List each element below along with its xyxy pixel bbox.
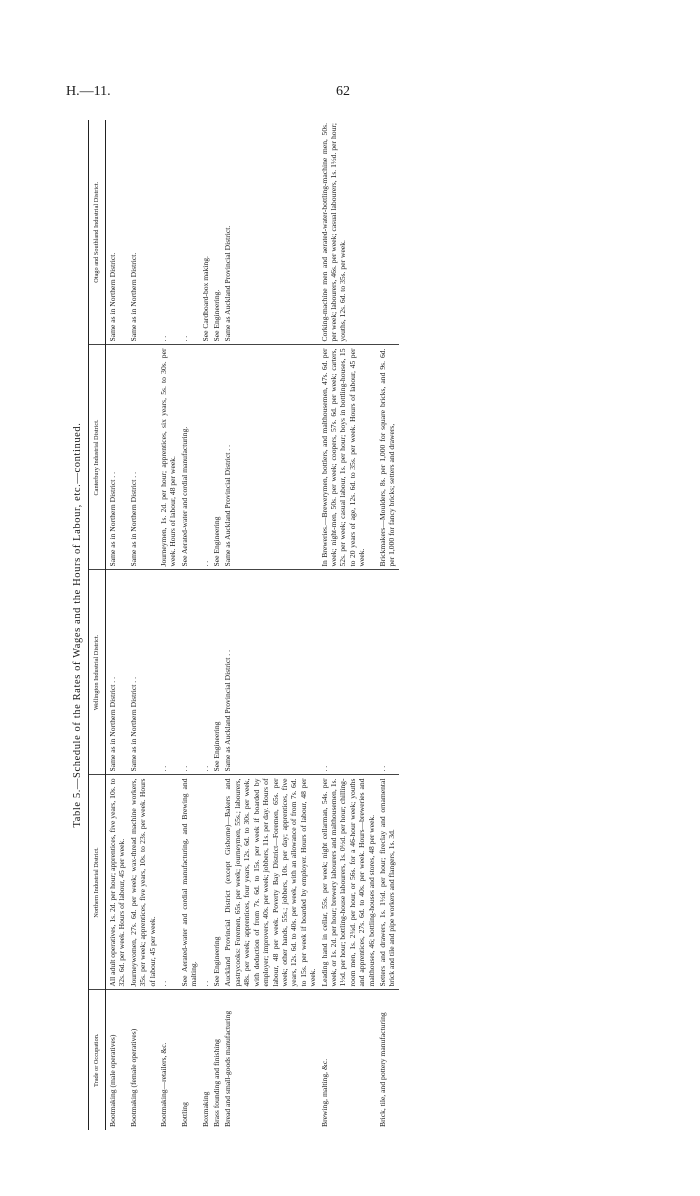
cell-wellington: Same as Auckland Provincial District . . [221,570,317,775]
cell-canterbury: . . [199,345,210,570]
cell-trade: Brewing, malting, &c. [319,1058,329,1127]
cell-otago: Same as in Northern District. [127,120,157,345]
cell-otago: See Engineering. [210,120,221,345]
table-title: Table 5.—Schedule of the Rates of Wages and the Hours of Labour, etc.—continued. [72,422,83,828]
cell-wellington: See Engineering [210,570,221,775]
table-row [221,120,317,1130]
cell-wellington: . . [157,570,178,775]
cell-canterbury: In Breweries.—Brewerymen, bottlers, and malthousemen, 47s. 6d. per week; night-men, 50s. per week; coopers, 57s. 6d. per week; carters, 52s. per week; casual labour, 1s. per hour; boys in bottling-houses, 15 to 20 years of age, 12s. 6d. to 35s. per week. Hours of labour, 45 per week. [318,345,376,570]
table-row [178,120,199,1130]
col-header-canterbury: Canterbury Industrial District. [89,345,106,570]
table-row [318,120,376,1130]
table-row [106,120,127,1130]
cell-canterbury: Same as in Northern District . . [106,345,127,570]
cell-otago: . . [178,120,199,345]
cell-canterbury: See Engineering [210,345,221,570]
cell-trade: Brick, tile, and pottery manufacturing [377,1012,387,1127]
table-row [199,120,210,1130]
cell-trade: Bottling [179,1102,189,1127]
cell-wellington: Same as in Northern District . . [106,570,127,775]
cell-northern: Journeywomen, 27s. 6d. per week; wax-thread machine workers, 35s. per week; apprentices, five years, 10s. to 23s. per week. Hours of labour, 45 per week. [127,775,157,990]
cell-northern: See Engineering [210,775,221,990]
col-header-otago: Otago and Southland Industrial District. [89,120,106,345]
cell-canterbury: Same as Auckland Provincial District . . [221,345,317,570]
running-header-left: H.—11. [66,84,111,99]
cell-trade: Brass founding and finishing [212,1039,222,1127]
cell-wellington: . . [199,570,210,775]
cell-otago: . . [157,120,178,345]
cell-northern: . . [157,775,178,990]
cell-trade: Bootmaking (male operatives) [108,1034,117,1127]
cell-wellington: . . [318,570,376,775]
cell-northern: All adult operatives, 1s. 2d. per hour; apprentices, five years, 10s. to 32s. 6d. per week. Hours of labour, 45 per week. [106,775,127,990]
table-row [127,120,157,1130]
col-header-trade: Trade or Occupation. [89,990,106,1130]
cell-trade: Bread and small-goods manufacturing [223,1010,233,1127]
table-row [210,120,221,1130]
cell-otago: See Cardboard-box making. [199,120,210,345]
page-number: 62 [336,84,350,99]
cell-northern: . . [199,775,210,990]
cell-canterbury: Brickmakers—Moulders, 8s. per 1,000 for square bricks, and 9s. 6d. per 1,000 for fancy bricks; setters and drawers, [376,345,399,570]
cell-canterbury: Same as in Northern District . . [127,345,157,570]
cell-otago: Corking-machine men and aerated-water-bottling-machine men, 50s. per week; labourers, 46s. per week; casual labourers, 1s. 1½d. per hour; youths, 12s. 6d. to 35s. per week. [318,120,376,345]
cell-wellington: Same as in Northern District . . [127,570,157,775]
col-header-wellington: Wellington Industrial District. [89,570,106,775]
cell-otago: Same as Auckland Provincial District. [221,120,317,345]
cell-otago: Same as in Northern District. [106,120,127,345]
cell-canterbury: See Aerated-water and cordial manufacturing. [178,345,199,570]
col-header-northern: Northern Industrial District. [89,775,106,990]
cell-northern: Setters and drawers, 1s. 1½d. per hour; fireclay and ornamental brick and tile and pipe workers and flangers, 1s. 3d. [376,775,399,990]
cell-northern: Leading hand in cellar, 55s. per week; night cellarman, 54s. per week, or 1s. 2d. per hour; brewery labourers and malthousemen, 1s. 1½d. per hour; bottling-house labourers, 1s. 0½d. per hour; chilling-room men, 1s. 2¾d. per hour, or 56s. for a 46-hour week; youths and apprentices, 27s. 6d. to 40s. per week. Hours—breweries and malthouses, 46; bottling-houses and stores, 48 per week. [318,775,376,990]
table-row [157,120,178,1130]
cell-wellington: . . [376,570,399,775]
cell-trade: Bootmaking—retailers, &c. [159,1042,169,1127]
table-header-row [89,120,106,1130]
rotated-table-page [72,120,647,1130]
cell-canterbury: Journeymen, 1s. 2d. per hour; apprentices, six years, 5s. to 30s. per week. Hours of labour, 48 per week. [157,345,178,570]
cell-otago [376,120,399,345]
cell-trade: Boxmaking [200,1091,210,1127]
table-row [376,120,399,1130]
cell-northern: See Aerated-water and cordial manufacturing, and Brewing and malting. [178,775,199,990]
wages-schedule-table [88,120,399,1130]
cell-trade: Bootmaking (female operatives) [128,1028,138,1127]
cell-wellington: . . [178,570,199,775]
cell-northern: Auckland Provincial District (except Gisborne)—Bakers and pastrycooks: Foremen, 65s. per week; journeymen, 55s.; labourers, 48s. per week; apprentices, four years, 12s. 6d. to 30s. per week, with deduction of from 7s. 6d. to 15s. per week if boarded by employer; improvers, 40s. per week; jobbers, 11s. per day. Hours of labour, 48 per week. Poverty Bay District—Foremen, 65s. per week; other hands, 55s.; jobbers, 10s. per day; apprentices, five years, 12s. 6d. to 40s. per week, with an allowance of from 7s. 6d. to 15s. per week if boarded by employer. Hours of labour, 48 per week. [221,775,317,990]
